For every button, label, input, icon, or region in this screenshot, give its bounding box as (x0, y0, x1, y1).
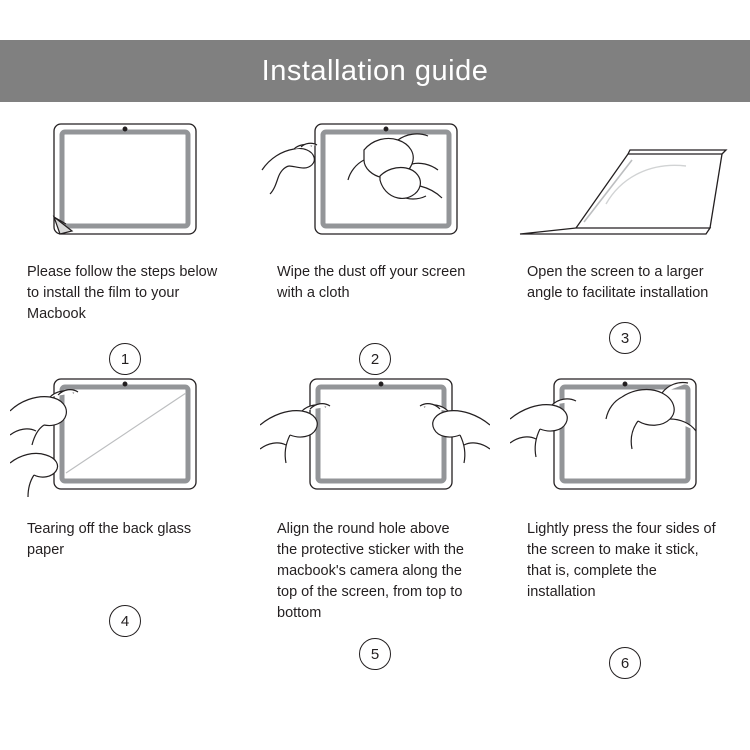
steps-grid (0, 118, 750, 679)
header-banner (0, 40, 750, 102)
step-number-badge: 1 (109, 343, 141, 375)
illustration-two-hands-aligning-film (260, 375, 490, 505)
step-caption: Lightly press the four sides of the screen to make it stick, that is, complete the installation (527, 521, 716, 600)
page-title: Installation guide (261, 54, 489, 87)
step-number-badge: 2 (359, 343, 391, 375)
illustration-laptop-opening-angle (510, 118, 740, 248)
step-card-2 (250, 118, 500, 375)
illustration-hand-wiping-screen-with-cloth (260, 118, 490, 248)
step-number-wrap (10, 343, 240, 375)
step-number-wrap (260, 638, 490, 670)
step-number-wrap (510, 647, 740, 679)
step-number-wrap (510, 322, 740, 354)
step-card-3 (500, 118, 750, 375)
step-card-4 (0, 375, 250, 679)
step-number-badge: 3 (609, 322, 641, 354)
step-number-badge: 4 (109, 605, 141, 637)
step-card-5 (250, 375, 500, 679)
step-caption: Please follow the steps below to install the film to your Macbook (27, 264, 218, 322)
step-number-wrap (260, 343, 490, 375)
step-card-6 (500, 375, 750, 679)
illustration-hands-tearing-back-paper (10, 375, 240, 505)
illustration-tablet-with-peeling-film (10, 118, 240, 248)
step-caption: Tearing off the back glass paper (27, 521, 192, 558)
step-number-wrap (10, 605, 240, 637)
step-caption: Open the screen to a larger angle to facilitate installation (527, 264, 709, 301)
step-number-badge: 5 (359, 638, 391, 670)
step-caption: Wipe the dust off your screen with a cloth (277, 264, 466, 301)
step-card-1 (0, 118, 250, 375)
step-number-badge: 6 (609, 647, 641, 679)
step-caption: Align the round hole above the protective sticker with the macbook's camera along the top of the screen, from top to bottom (277, 521, 464, 621)
illustration-hand-pressing-screen (510, 375, 740, 505)
